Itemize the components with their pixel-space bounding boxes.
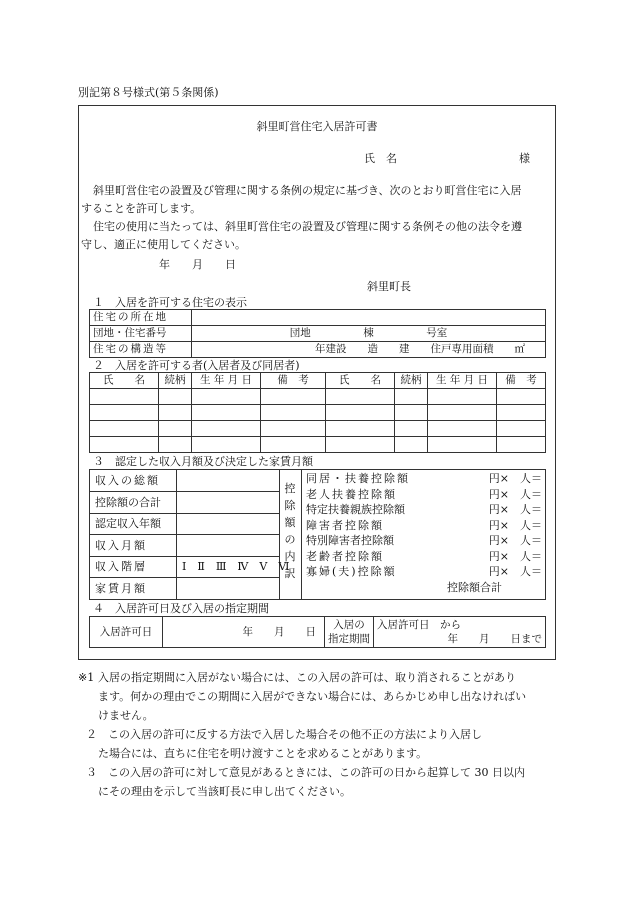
- unit-number-label: 団地・住宅番号: [90, 326, 192, 342]
- form-number: 別記第８号様式(第５条関係): [78, 86, 219, 99]
- body-paragraph-2-cont: 守し、適正に使用してください。: [81, 238, 246, 251]
- period-value: 入居許可日 から 年 月 日まで: [374, 617, 546, 648]
- deduction-row: 特定扶養親族控除額 円× 人＝: [306, 503, 542, 516]
- notes: [78, 668, 556, 801]
- issuer: 斜里町長: [367, 280, 411, 293]
- deduction-row: 寡婦(夫)控除額 円× 人＝: [306, 565, 542, 578]
- permit-date-value: 年 月 日: [163, 617, 325, 648]
- residents-header-row: [90, 373, 546, 389]
- col-note-1: 備 考: [261, 373, 326, 389]
- deduction-row: 障害者控除額 円× 人＝: [306, 518, 542, 532]
- deduction-total-label: 控除額の合計: [95, 496, 161, 509]
- annual-income-label: 認定収入年額: [95, 517, 161, 530]
- income-class-values: Ⅰ Ⅱ Ⅲ Ⅳ Ⅴ Ⅵ: [182, 560, 290, 573]
- col-birth-1: 生 年 月 日: [192, 373, 261, 389]
- permit-form: [78, 105, 556, 660]
- name-label: 氏 名: [364, 152, 397, 165]
- table-row: [90, 421, 546, 437]
- deduction-list: [306, 472, 542, 596]
- col-note-2: 備 考: [497, 373, 546, 389]
- permit-date-label: 入居許可日: [90, 617, 163, 648]
- unit-number-value: 団地 棟 号室: [192, 326, 546, 342]
- monthly-income-label: 収入月額: [95, 539, 147, 552]
- table-row: [90, 405, 546, 421]
- section-3-heading: ３ 認定した収入月額及び決定した家賃月額: [93, 455, 313, 468]
- col-birth-2: 生 年 月 日: [428, 373, 497, 389]
- col-relation-1: 続柄: [159, 373, 192, 389]
- structure-value: 年建設 造 建 住戸専用面積 ㎡: [192, 342, 546, 358]
- total-income-label: 収入の総額: [95, 474, 160, 487]
- income-box: [89, 469, 546, 600]
- name-suffix: 様: [519, 152, 530, 165]
- deduction-row: 老齢者控除額 円× 人＝: [306, 549, 542, 563]
- body-paragraph-2: 住宅の使用に当たっては、斜里町営住宅の設置及び管理に関する条例その他の法令を遵: [93, 220, 522, 233]
- body-paragraph-1-cont: することを許可します。: [81, 202, 202, 215]
- address-label: 住宅の所在地: [90, 310, 192, 326]
- section-2-heading: ２ 入居を許可する者(入居者及び同居者): [93, 359, 300, 372]
- issue-date: 年 月 日: [159, 258, 236, 271]
- deduction-row: 特別障害者控除額 円× 人＝: [306, 534, 542, 547]
- note-2: ２ この入居の許可に反する方法で入居した場合その他不正の方法により入居し た場合には、直ちに住宅を明け渡すことを求めることがあります。: [86, 728, 482, 760]
- deduction-row: 同居・扶養控除額 円× 人＝: [306, 472, 542, 485]
- permit-period-table: [89, 616, 546, 648]
- structure-label: 住宅の構造等: [90, 342, 192, 358]
- housing-table: [89, 309, 546, 358]
- deduction-total: 控除額合計: [447, 580, 502, 594]
- form-title: 斜里町営住宅入居許可書: [256, 120, 378, 133]
- address-value: [192, 310, 546, 326]
- section-1-heading: １ 入居を許可する住宅の表示: [93, 296, 247, 309]
- col-name-2: 氏 名: [326, 373, 395, 389]
- residents-table: [89, 372, 546, 453]
- col-relation-2: 続柄: [395, 373, 428, 389]
- note-1: ※1 入居の指定期間に入居がない場合には、この入居の許可は、取り消されることがあり ます。何かの理由でこの期間に入居ができない場合には、あらかじめ申し出なければい けません。: [78, 671, 527, 722]
- period-label: 入居の 指定期間: [325, 617, 374, 648]
- body-paragraph-1: 斜里町営住宅の設置及び管理に関する条例の規定に基づき、次のとおり町営住宅に入居: [93, 184, 522, 197]
- note-3: ３ この入居の許可に対して意見があるときには、この許可の日から起算して 30 日以内 にその理由を示して当該町長に申し出てください。: [86, 766, 525, 798]
- section-4-heading: ４ 入居許可日及び入居の指定期間: [93, 602, 269, 615]
- table-row: [90, 437, 546, 453]
- deduction-breakdown-column: [280, 470, 302, 599]
- deduction-row: 老人扶養控除額 円× 人＝: [306, 487, 542, 501]
- table-row: [90, 389, 546, 405]
- deduction-breakdown-label: 控除額の内訳: [284, 482, 296, 580]
- rent-label: 家賃月額: [95, 582, 147, 595]
- income-class-label: 収入階層: [95, 560, 147, 573]
- col-name-1: 氏 名: [90, 373, 159, 389]
